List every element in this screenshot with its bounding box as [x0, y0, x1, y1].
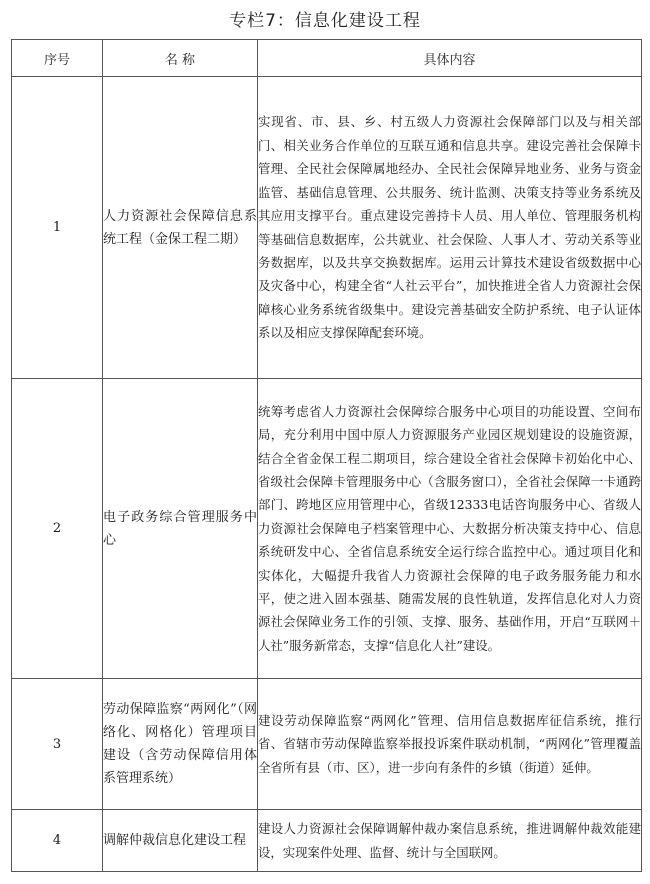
row-number: 3 [12, 679, 103, 810]
project-name: 调解仲裁信息化建设工程 [103, 810, 258, 872]
project-content: 建设劳动保障监察“两网化”管理、信用信息数据库征信系统，推行省、省辖市劳动保障监察举报投诉案件联动机制，“两网化”管理覆盖全省所有县（市、区），进一步向有条件的乡镇（街道）延伸。 [258, 679, 642, 810]
project-content: 建设人力资源社会保障调解仲裁办案信息系统，推进调解仲裁效能建设，实现案件处理、监督、统计与全国联网。 [258, 810, 642, 872]
header-name: 名 称 [103, 40, 258, 77]
table-row [12, 77, 642, 379]
project-name: 电子政务综合管理服务中心 [103, 379, 258, 679]
project-name: 劳动保障监察“两网化”（网络化、网格化）管理项目建设（含劳动保障信用体系管理系统） [103, 679, 258, 810]
header-content: 具体内容 [258, 40, 642, 77]
row-number: 4 [12, 810, 103, 872]
project-content: 统筹考虑省人力资源社会保障综合服务中心项目的功能设置、空间布局，充分利用中国中原人力资源服务产业园区规划建设的设施资源，结合全省金保工程二期项目，综合建设全省社会保障卡初始化中心、省级社会保障卡管理服务中心（含服务窗口），全省社会保障一卡通跨部门、跨地区应用管理中心，省级12333电话咨询服务中心、省级人力资源社会保障电子档案管理中心、大数据分析决策支持中心、信息系统研发中心、全省信息系统安全运行综合监控中心。通过项目化和实体化，大幅提升我省人力资源社会保障的电子政务服务能力和水平，使之进入固本强基、随需发展的良性轨道，发挥信息化对人力资源社会保障业务工作的引领、支撑、服务、基础作用，开启“互联网＋人社”服务新常态，支撑“信息化人社”建设。 [258, 379, 642, 679]
page-title: 专栏7：信息化建设工程 [229, 11, 421, 31]
info-construction-table [11, 39, 642, 872]
header-no: 序号 [12, 40, 103, 77]
row-number: 2 [12, 379, 103, 679]
table-header-row [12, 40, 642, 77]
project-content: 实现省、市、县、乡、村五级人力资源社会保障部门以及与相关部门、相关业务合作单位的互联互通和信息共享。建设完善社会保障卡管理、全民社会保障属地经办、全民社会保障异地业务、业务与资金监管、基础信息管理、公共服务、统计监测、决策支持等业务系统及其应用支撑平台。重点建设完善持卡人员、用人单位、管理服务机构等基础信息数据库，公共就业、社会保险、人事人才、劳动关系等业务数据库，以及共享交换数据库。运用云计算技术建设省级数据中心及灾备中心，构建全省“人社云平台”，加快推进全省人力资源社会保障核心业务系统省级集中。建设完善基础安全防护系统、电子认证体系以及相应支撑保障配套环境。 [258, 77, 642, 379]
table-row [12, 810, 642, 872]
project-name: 人力资源社会保障信息系统工程（金保工程二期） [103, 77, 258, 379]
table-row [12, 379, 642, 679]
table-row [12, 679, 642, 810]
row-number: 1 [12, 77, 103, 379]
